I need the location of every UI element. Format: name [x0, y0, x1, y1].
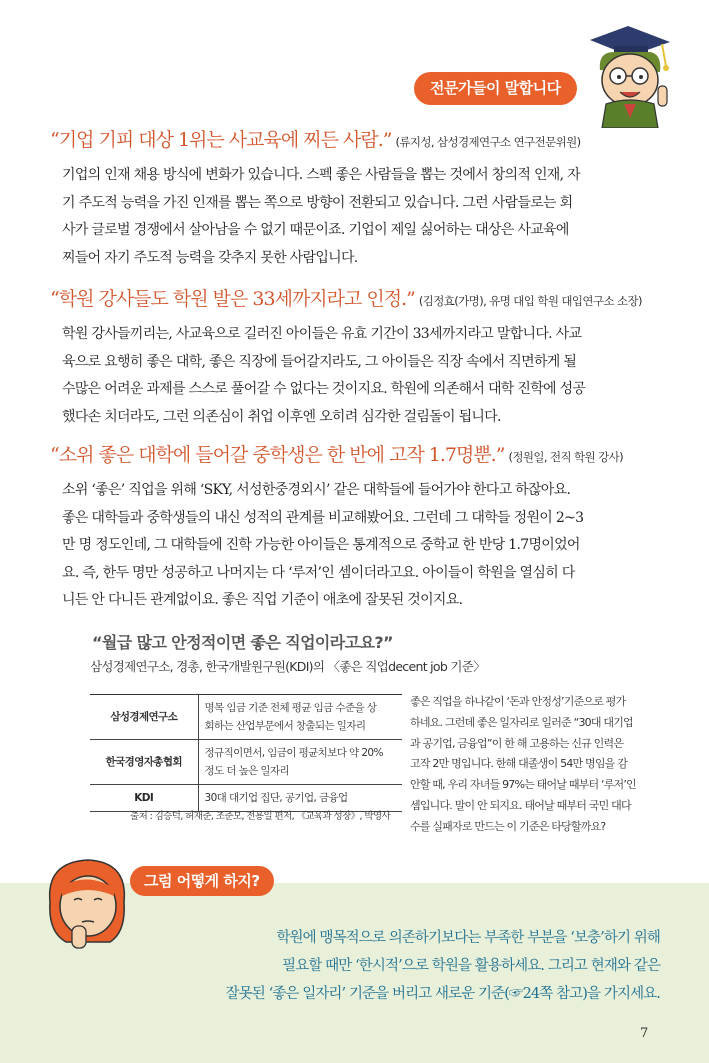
desc-line: 정규직이면서, 임금이 평균치보다 약 20%	[204, 747, 383, 759]
commentary-line: 과 공기업, 금융업”이 한 해 고용하는 신규 인력은	[410, 736, 624, 750]
desc-line: 회하는 산업부문에서 창출되는 일자리	[204, 720, 366, 732]
quote-line: 기업의 인재 채용 방식에 변화가 있습니다. 스펙 좋은 사람들을 뽑는 것에서 창의적 인재, 자	[62, 167, 580, 183]
quote-source: (류지성, 삼성경제연구소 연구전문위원)	[395, 135, 581, 149]
desc-line: 정도 더 높은 일자리	[204, 765, 290, 777]
advice-line: 잘못된 ‘좋은 일자리’ 기준을 버리고 새로운 기준(☞24쪽 참고)을 가지세요.	[225, 986, 660, 1002]
table-cell-desc	[198, 695, 402, 740]
quote-section-2	[50, 284, 662, 431]
commentary-line: 좋은 직업을 하나같이 ‘돈과 안정성’기준으로 평가	[410, 695, 626, 708]
table-row	[90, 695, 402, 740]
quote-line: 했다손 치더라도, 그런 의존심이 취업 이후엔 오히려 심각한 걸림돌이 됩니다.	[62, 408, 501, 425]
table-source-note: 출처 : 김승덕, 허재준, 조준모, 전용일 편저, 《교육과 성장》, 박영사	[130, 811, 391, 822]
quote-line: 좋은 대학들과 중학생들의 내신 성적의 관계를 비교해봤어요. 그런데 그 대학들 정원이 2~3	[62, 509, 584, 526]
quote-line: 기 주도적 능력을 가진 인재를 뽑는 쪽으로 방향이 전환되고 있습니다. 그런 사람들로는 회	[62, 194, 573, 211]
quote-headline: “소위 좋은 대학에 들어갈 중학생은 한 반에 고작 1.7명뿐.”	[50, 444, 505, 466]
quote-section-1	[50, 125, 662, 272]
quote-title	[50, 440, 662, 467]
quote-body	[50, 162, 662, 272]
girl-thinking-illustration-icon	[28, 842, 148, 962]
good-job-criteria-table	[90, 694, 402, 812]
quote-line: 육으로 요행히 좋은 대학, 좋은 직장에 들어갈지라도, 그 아이들은 직장 속에서 직면하게 될	[62, 353, 577, 370]
professor-illustration-icon	[570, 18, 680, 128]
desc-line: 30대 대기업 집단, 공기업, 금융업	[204, 792, 348, 804]
commentary-line: 고작 2만 명입니다. 한해 대졸생이 54만 명임을 감	[410, 757, 628, 771]
quote-line: 만 명 정도인데, 그 대학들에 진학 가능한 아이들은 통계적으로 중학교 한 반당 1.7명이었어	[62, 537, 580, 553]
quote-line: 소위 ‘좋은’ 직업을 위해 ‘SKY, 서성한중경외시’ 같은 대학들에 들어가야 한다고 하잖아요.	[62, 482, 571, 498]
salary-commentary	[410, 692, 662, 838]
quote-headline: “기업 기피 대상 1위는 사교육에 찌든 사람.”	[50, 129, 392, 151]
quote-line: 수많은 어려운 과제를 스스로 풀어갈 수 없다는 것이지요. 학원에 의존해서 대학 진학에 성공	[62, 381, 586, 397]
quote-line: 찌들어 자기 주도적 능력을 갖추지 못한 사람입니다.	[62, 249, 358, 266]
salary-section-title: “월급 많고 안정적이면 좋은 직업이라고요?”	[92, 633, 393, 652]
quote-source: (정원일, 전직 학원 강사)	[508, 450, 624, 464]
quote-body	[50, 477, 662, 615]
commentary-line: 수를 실패자로 만드는 이 기준은 타당할까요?	[410, 819, 606, 833]
quote-line: 사가 글로벌 경쟁에서 살아남을 수 없기 때문이죠. 기업이 제일 싫어하는 대상은 사교육에	[62, 222, 569, 238]
quote-line: 니든 안 다니든 관계없이요. 좋은 직업 기준이 애초에 잘못된 것이지요.	[62, 592, 463, 608]
quote-section-3	[50, 440, 662, 615]
experts-speak-badge: 전문가들이 말합니다	[414, 72, 577, 105]
table-cell-desc	[198, 740, 402, 785]
page-number: 7	[640, 1026, 649, 1041]
quote-headline: “학원 강사들도 학원 발은 33세까지라고 인정.”	[50, 288, 415, 310]
table-cell-org: KDI	[90, 785, 198, 812]
commentary-line: 하네요. 그런데 좋은 일자리로 일러준 “30대 대기업	[410, 715, 633, 729]
quote-title	[50, 284, 662, 311]
table-cell-org: 한국경영자총협회	[90, 740, 198, 785]
advice-line: 필요할 때만 ‘한시적’으로 학원을 활용하세요. 그리고 현재와 같은	[282, 958, 660, 974]
table-row	[90, 740, 402, 785]
quote-line: 요. 즉, 한두 명만 성공하고 나머지는 다 ‘루저’인 셈이더라고요. 아이들이 학원을 열심히 다	[62, 564, 575, 581]
quote-source: (김정효(가명), 유명 대입 학원 대입연구소 소장)	[418, 294, 642, 308]
commentary-line: 셈입니다. 말이 안 되지요. 태어날 때부터 국민 대다	[410, 798, 631, 812]
commentary-line: 안할 때, 우리 자녀들 97%는 태어날 때부터 ‘루저’인	[410, 778, 636, 792]
desc-line: 명목 임금 기준 전체 평균 임금 수준을 상	[204, 702, 377, 714]
quote-title	[50, 125, 662, 152]
what-to-do-badge: 그럼 어떻게 하지?	[130, 866, 274, 896]
table-cell-org: 삼성경제연구소	[90, 695, 198, 740]
quote-line: 학원 강사들끼리는, 사교육으로 길러진 아이들은 유효 기간이 33세까지라고 말합니다. 사교	[62, 326, 582, 342]
salary-section-subtitle: 삼성경제연구소, 경총, 한국개발원구원(KDI)의 〈좋은 직업decent job 기준〉	[90, 659, 485, 674]
advice-line: 학원에 맹목적으로 의존하기보다는 부족한 부분을 ‘보충’하기 위해	[276, 930, 660, 946]
quote-body	[50, 321, 662, 431]
advice-text	[140, 924, 660, 1008]
